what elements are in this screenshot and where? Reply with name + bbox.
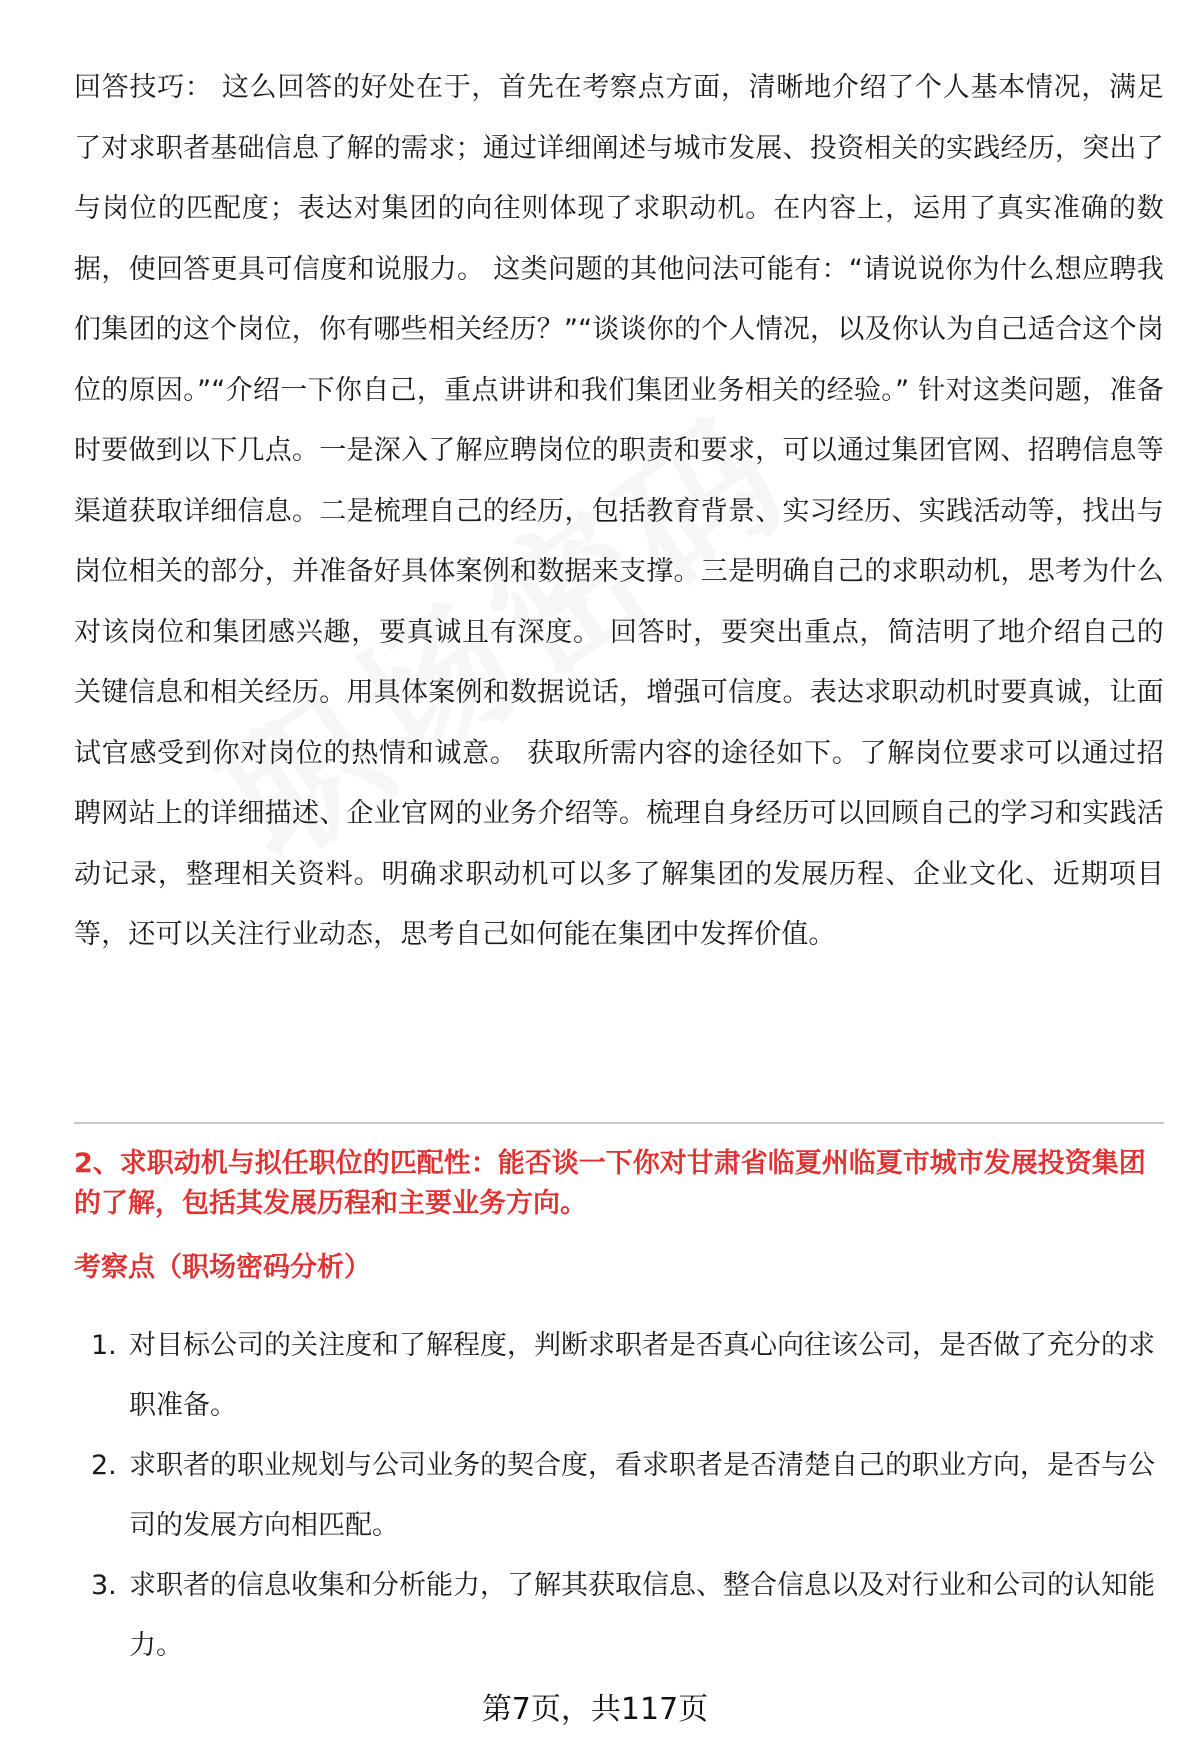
question-heading: 2、求职动机与拟任职位的匹配性：能否谈一下你对甘肃省临夏州临夏市城市发展投资集团的了解，包括其发展历程和主要业务方向。 <box>74 1148 1146 1219</box>
list-item <box>74 1556 1164 1676</box>
list-item <box>74 1436 1164 1556</box>
list-item-number: 2. <box>91 1450 117 1481</box>
page-number-footer: 第7页，共117页 <box>481 1692 709 1727</box>
list-item-number: 3. <box>91 1570 117 1601</box>
section-divider <box>74 1122 1164 1124</box>
list-item <box>74 1316 1164 1436</box>
list-item-text: 对目标公司的关注度和了解程度，判断求职者是否真心向往该公司，是否做了充分的求职准备。 <box>129 1330 1155 1421</box>
list-item-number: 1. <box>91 1330 117 1361</box>
section-title: 考察点（职场密码分析） <box>74 1252 371 1283</box>
answer-paragraph: 回答技巧： 这么回答的好处在于，首先在考察点方面，清晰地介绍了个人基本情况，满足了对求职者基础信息了解的需求；通过详细阐述与城市发展、投资相关的实践经历，突出了与岗位的匹配度；表达对集团的向往则体现了求职动机。在内容上，运用了真实准确的数据，使回答更具可信度和说服力。 这类问题的其他问法可能有：“请说说你为什么想应聘我们集团的这个岗位，你有哪些相关经历？”“谈谈你的个人情况，以及你认为自己适合这个岗位的原因。”“介绍一下你自己，重点讲讲和我们集团业务相关的经验。” 针对这类问题，准备时要做到以下几点。一是深入了解应聘岗位的职责和要求，可以通过集团官网、招聘信息等渠道获取详细信息。二是梳理自己的经历，包括教育背景、实习经历、实践活动等，找出与岗位相关的部分，并准备好具体案例和数据来支撑。三是明确自己的求职动机，思考为什么对该岗位和集团感兴趣，要真诚且有深度。 回答时，要突出重点，简洁明了地介绍自己的关键信息和相关经历。用具体案例和数据说话，增强可信度。表达求职动机时要真诚，让面试官感受到你对岗位的热情和诚意。 获取所需内容的途径如下。了解岗位要求可以通过招聘网站上的详细描述、企业官网的业务介绍等。梳理自身经历可以回顾自己的学习和实践活动记录，整理相关资料。明确求职动机可以多了解集团的发展历程、企业文化、近期项目等，还可以关注行业动态，思考自己如何能在集团中发挥价值。 <box>74 72 1164 950</box>
list-item-text: 求职者的信息收集和分析能力，了解其获取信息、整合信息以及对行业和公司的认知能力。 <box>129 1570 1155 1661</box>
assessment-points-list <box>74 1316 1164 1676</box>
list-item-text: 求职者的职业规划与公司业务的契合度，看求职者是否清楚自己的职业方向，是否与公司的发展方向相匹配。 <box>129 1450 1155 1541</box>
